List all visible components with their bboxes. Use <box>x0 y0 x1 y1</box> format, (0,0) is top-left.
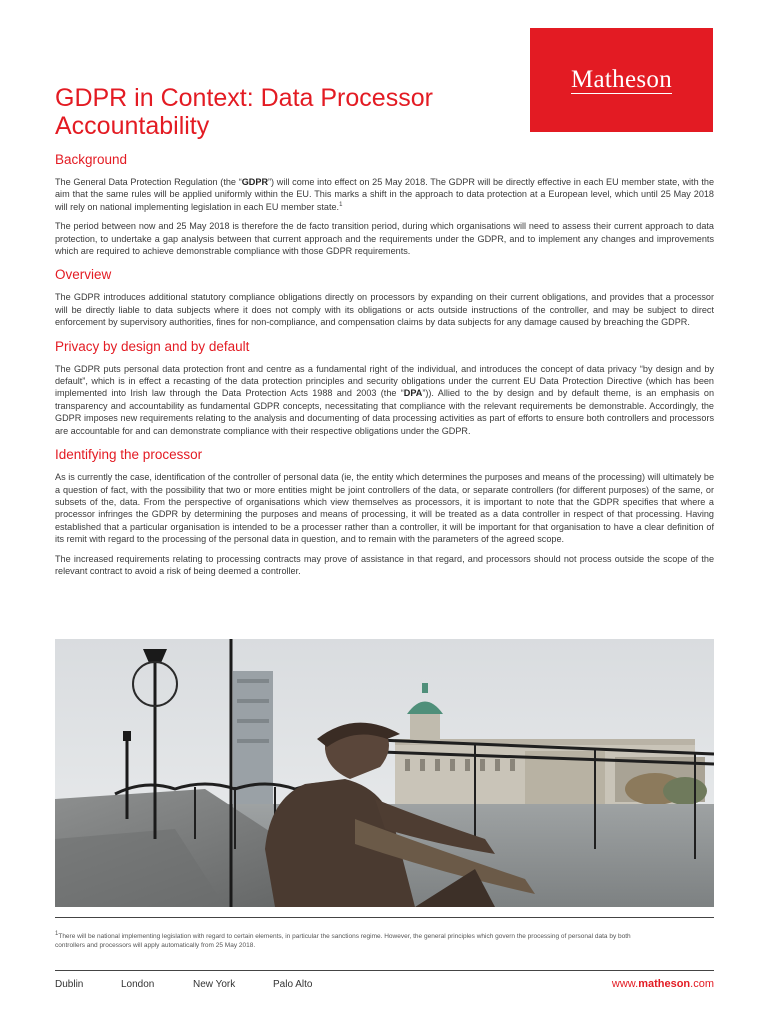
main-content <box>55 151 714 586</box>
text-run: ”)). Allied to the by design and by default theme, is an emphasis on transparency and accountability as fundamental GDPR concepts, necessitating that compliance with the relevant requirements be demonstrable. Accordingly, the GDPR imposes new requirements relating to the analysis and documenting of data processing activities as part of efforts to ensure both controllers and processors are accountable for and can demonstrate compliance with their respective obligations under the GDPR. <box>55 388 714 436</box>
website-suffix: .com <box>690 978 714 990</box>
photo-illustration <box>55 639 714 907</box>
paragraph <box>55 363 714 437</box>
paragraph: The GDPR introduces additional statutory compliance obligations directly on processors by expanding on their current obligations, and provides that a processor will be directly liable to data subjects where it does not comply with its obligations or acts outside instructions of the controller, and may be subject to direct enforcement by supervisory authorities, fines for non-compliance, and compensation claims by data subjects for any damage caused by breaching the GDPR. <box>55 292 714 328</box>
paragraph: The period between now and 25 May 2018 is therefore the de facto transition period, during which organisations will need to assess their current approach to data protection, to undertake a gap analysis between that current approach and the requirements under the GDPR, and to implement any changes and improvements which are required to achieve demonstrable compliance with those GDPR requirements. <box>55 221 714 257</box>
footnote-marker: 1 <box>55 930 59 937</box>
footer <box>55 979 714 995</box>
website-domain: matheson <box>638 978 691 990</box>
section-privacy <box>55 338 714 437</box>
section-heading: Identifying the processor <box>55 447 203 463</box>
section-background <box>55 151 714 257</box>
footnote-ref: 1 <box>339 201 343 208</box>
website-prefix: www. <box>611 978 639 990</box>
section-overview <box>55 266 714 328</box>
office-dublin: Dublin <box>55 979 84 990</box>
matheson-logo <box>530 28 713 132</box>
bold-term: DPA <box>403 388 423 399</box>
text-run: The GDPR puts personal data protection front and centre as a fundamental right of the individual, and introduces the concept of data privacy “by design and by default”, which is in effect a recasting of the data protection principles and security obligations under the current EU Data Protection Directive (which has been implemented into Irish law through the Data Protection Acts 1988 and 2003 (the “ <box>55 363 714 399</box>
website-link[interactable] <box>612 978 714 990</box>
paragraph <box>55 176 714 213</box>
text-run: ”) will come into effect on 25 May 2018. The GDPR will be directly effective in each EU member state, with the aim that the same rules will be applied uniformly within the EU. This marks a shift in the approach to data protection at a European level, which until 25 May 2018 will rely on national implementing legislation in each EU member state. <box>55 177 715 212</box>
office-palo-alto: Palo Alto <box>273 979 313 990</box>
page-title: GDPR in Context: Data Processor Accountability <box>55 84 433 140</box>
section-heading: Overview <box>55 267 112 283</box>
paragraph: As is currently the case, identification of the controller of personal data (ie, the entity which determines the purposes and means of the processing) will ultimately be a question of fact, with the possibility that two or more entities might be joint controllers of the data, or separate controllers (for different purposes) of the same, or subsets of the, data. From the perspective of organisations which view themselves as processors, it is important to note that the GDPR specifies that where a processor infringes the GDPR by determining the purposes and means of processing, it will be treated as a data controller in respect of that processing. Having established that a particular organisation is intended to be a processer rather than a controller, it will be important for that organisation to have a clear definition of its remit with regard to the processing of the personal data in question, and to remain with the parameters of the agreed scope. <box>55 472 714 545</box>
footnote-text: There will be national implementing legislation with regard to certain elements, in particular the sanctions regime. However, the general principles which govern the processing of personal data by both controllers and processors will apply automatically from 25 May 2018. <box>55 933 631 949</box>
footer-divider <box>55 970 714 971</box>
text-run: The General Data Protection Regulation (the “ <box>55 177 242 187</box>
bold-term: GDPR <box>241 177 269 187</box>
paragraph: The increased requirements relating to processing contracts may prove of assistance in that regard, and processors should not process outside the scope of the relevant contract to avoid a risk of being deemed a controller. <box>55 553 714 576</box>
section-identifying <box>55 446 714 577</box>
section-heading: Privacy by design and by default <box>55 338 250 354</box>
office-new-york: New York <box>193 979 236 990</box>
logo-text: Matheson <box>571 65 672 93</box>
office-london: London <box>121 979 155 990</box>
footnote <box>55 932 635 950</box>
footnote-divider <box>55 917 714 918</box>
section-heading: Background <box>55 152 128 167</box>
dublin-quay-statue-photo <box>55 639 714 907</box>
